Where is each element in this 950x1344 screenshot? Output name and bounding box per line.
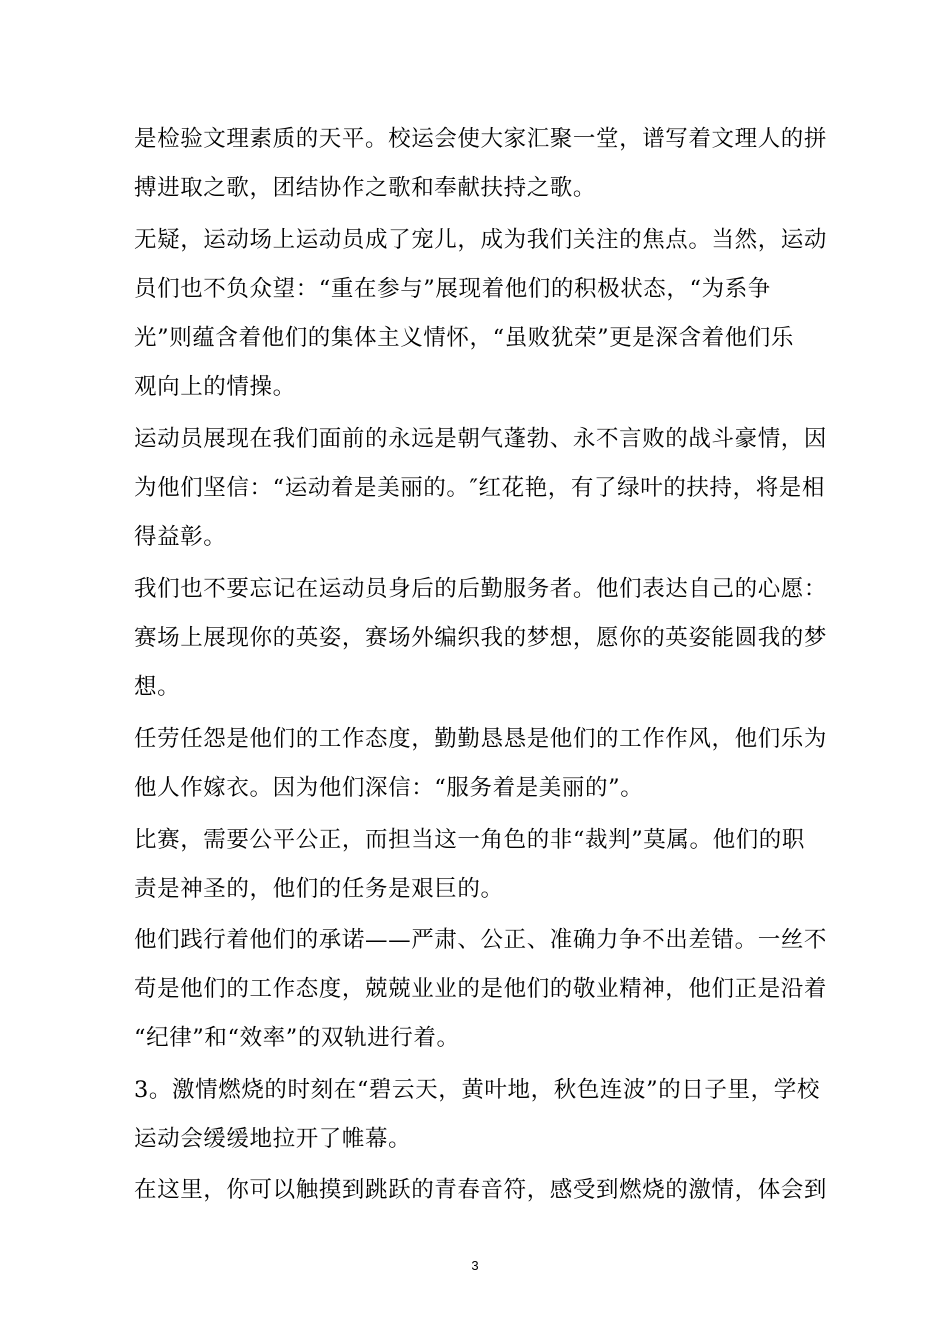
text-line: 任劳任怨是他们的工作态度，勤勤恳恳是他们的工作作风，他们乐为 bbox=[134, 726, 828, 752]
text-line: 为他们坚信：“运动着是美丽的。″红花艳，有了绿叶的扶持，将是相 bbox=[134, 475, 826, 501]
text-line: 员们也不负众望：“重在参与”展现着他们的积极状态，“为系争 bbox=[134, 276, 771, 302]
text-line: 是检验文理素质的天平。校运会使大家汇聚一堂，谱写着文理人的拼 bbox=[134, 126, 828, 152]
page-number: 3 bbox=[471, 1258, 479, 1273]
text-line: 赛场上展现你的英姿，赛场外编织我的梦想，愿你的英姿能圆我的梦 bbox=[134, 625, 828, 651]
text-line: 在这里，你可以触摸到跳跃的青春音符，感受到燃烧的激情，体会到 bbox=[134, 1177, 828, 1203]
text-line: 想。 bbox=[134, 674, 181, 700]
text-line: 搏进取之歌，团结协作之歌和奉献扶持之歌。 bbox=[134, 175, 597, 201]
text-line: 比赛，需要公平公正，而担当这一角色的非“裁判”莫属。他们的职 bbox=[134, 827, 806, 853]
text-line: 观向上的情操。 bbox=[134, 374, 296, 400]
text-line: “纪律”和“效率”的双轨进行着。 bbox=[134, 1025, 460, 1051]
text-line: 他人作嫁衣。因为他们深信：“服务着是美丽的”。 bbox=[134, 775, 644, 801]
text-line: 运动会缓缓地拉开了帷幕。 bbox=[134, 1126, 412, 1152]
text-line: 苟是他们的工作态度，兢兢业业的是他们的敬业精神，他们正是沿着 bbox=[134, 976, 828, 1002]
text-line: 3。激情燃烧的时刻在“碧云天，黄叶地，秋色连波”的日子里，学校 bbox=[134, 1077, 820, 1103]
text-line: 他们践行着他们的承诺——严肃、公正、准确力争不出差错。一丝不 bbox=[134, 927, 828, 953]
text-line: 运动员展现在我们面前的永远是朝气蓬勃、永不言败的战斗豪情，因 bbox=[134, 426, 828, 452]
text-line: 得益彰。 bbox=[134, 524, 227, 550]
text-line: 光”则蕴含着他们的集体主义情怀，“虽败犹荣”更是深含着他们乐 bbox=[134, 325, 795, 351]
text-line: 责是神圣的，他们的任务是艰巨的。 bbox=[134, 876, 504, 902]
text-line: 无疑，运动场上运动员成了宠儿，成为我们关注的焦点。当然，运动 bbox=[134, 227, 828, 253]
text-line: 我们也不要忘记在运动员身后的后勤服务者。他们表达自己的心愿： bbox=[134, 576, 828, 602]
